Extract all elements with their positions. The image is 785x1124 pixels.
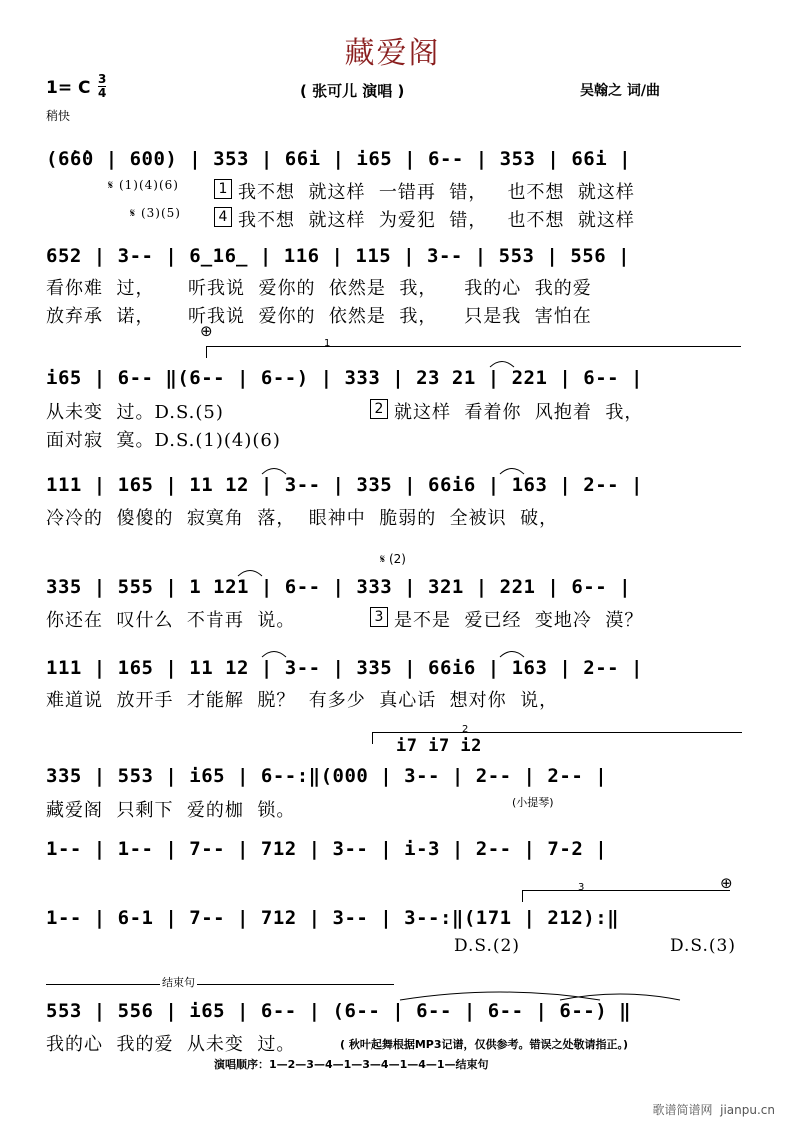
row-2-lyric-b: 放弃承 诺， 听我说 爱你的 依然是 我， 只是我 害怕在 <box>46 306 592 327</box>
coda-sign-2: ⊕ <box>720 874 733 892</box>
row-5-lyric-a: 你还在 叹什么 不肯再 说。 <box>46 610 296 631</box>
notation-row-7: 335 | 553 | i65 | 6--:‖(000 | 3-- | 2-- | 2-- | <box>46 765 608 787</box>
row-3-lyric-a: 从未变 过。D.S.(5) <box>46 402 224 423</box>
notation-row-2: 652 | 3-- | 6̲16̲ | 116 | 115 | 3-- | 553 | 556 | <box>46 245 631 267</box>
song-title: 藏爱阁 <box>344 36 441 71</box>
author-credit: 吴翰之 词/曲 <box>580 83 660 99</box>
row-6-lyric: 难道说 放开手 才能解 脱？ 有多少 真心话 想对你 说， <box>46 690 559 711</box>
verse-4-lyric: 我不想 就这样 为爱犯 错， 也不想 就这样 <box>238 210 635 231</box>
volta-2-number: 2 <box>462 724 469 735</box>
time-top: 3 <box>98 72 107 86</box>
time-bottom: 4 <box>98 86 107 100</box>
notation-row-9: 1-- | 6-1 | 7-- | 712 | 3-- | 3--:‖(171 | 212):‖ <box>46 907 620 929</box>
verse-1-lyric: 我不想 就这样 一错再 错， 也不想 就这样 <box>238 182 635 203</box>
tempo-marking: 稍快 <box>46 109 71 123</box>
ending-label: 结束句 <box>162 976 195 989</box>
watermark: 歌谱简谱网 jianpu.cn <box>652 1103 775 1117</box>
verse-1-box: 1 <box>214 179 232 199</box>
violin-label: (小提琴) <box>512 796 554 809</box>
verse-1-mark: 𝄋 (1)(4)(6) <box>108 178 179 192</box>
volta-3-number: 3 <box>578 882 585 893</box>
notation-row-10: 553 | 556 | i65 | 6-- | (6-- | 6-- | 6-- | 6--) ‖ <box>46 1000 632 1022</box>
singer-credit: ( 张可儿 演唱 ) <box>300 82 405 100</box>
verse-4-box: 4 <box>214 207 232 227</box>
ds-2-label: D.S.(2) <box>454 936 520 956</box>
row-2-lyric-a: 看你难 过， 听我说 爱你的 依然是 我， 我的心 我的爱 <box>46 278 592 299</box>
ds-3-label: D.S.(3) <box>670 936 736 956</box>
key-signature: 1= C <box>46 78 91 98</box>
notation-row-5: 335 | 555 | 1 121 | 6-- | 333 | 321 | 221 | 6-- | <box>46 576 632 598</box>
notation-row-6: 111 | 165 | 11 12 | 3-- | 335 | 66i6 | 163 | 2-- | <box>46 657 643 679</box>
verse-3-box: 3 <box>370 607 388 627</box>
notation-row-4: 111 | 165 | 11 12 | 3-- | 335 | 66i6 | 163 | 2-- | <box>46 474 643 496</box>
upper-violin-notes: i7 i7 i2 <box>396 736 482 756</box>
segno-2-mark: 𝄋 (2) <box>380 552 406 566</box>
verse-4-mark: 𝄋 (3)(5) <box>130 206 181 220</box>
notation-row-8: 1-- | 1-- | 7-- | 712 | 3-- | i-3 | 2-- | 7-2 | <box>46 838 608 860</box>
verse-2-box: 2 <box>370 399 388 419</box>
row-3-lyric-b: 面对寂 寞。D.S.(1)(4)(6) <box>46 430 281 451</box>
notation-row-3: i65 | 6-- ‖(6-- | 6--) | 333 | 23 21 | 221 | 6-- | <box>46 367 643 389</box>
row-5-lyric-b: 是不是 爱已经 变地冷 漠？ <box>394 610 644 631</box>
coda-sign: ⊕ <box>200 322 213 340</box>
singing-order: 演唱顺序：1—2—3—4—1—3—4—1—4—1—结束句 <box>214 1058 489 1071</box>
notation-row-1: (6̇6̇0 | 600) | 353 | 66i | i65 | 6-- | 353 | 66i | <box>46 148 632 170</box>
row-3-lyric-a2: 就这样 看着你 风抱着 我， <box>394 402 644 423</box>
row-4-lyric: 冷冷的 傻傻的 寂寞角 落， 眼神中 脆弱的 全被识 破， <box>46 508 559 529</box>
row-10-lyric: 我的心 我的爱 从未变 过。 <box>46 1034 296 1055</box>
volta-1-number: 1 <box>324 338 331 349</box>
transcriber-note: ( 秋叶起舞根据MP3记谱，仅供参考。错误之处敬请指正。) <box>340 1038 629 1051</box>
row-7-lyric: 藏爱阁 只剩下 爱的枷 锁。 <box>46 800 296 821</box>
